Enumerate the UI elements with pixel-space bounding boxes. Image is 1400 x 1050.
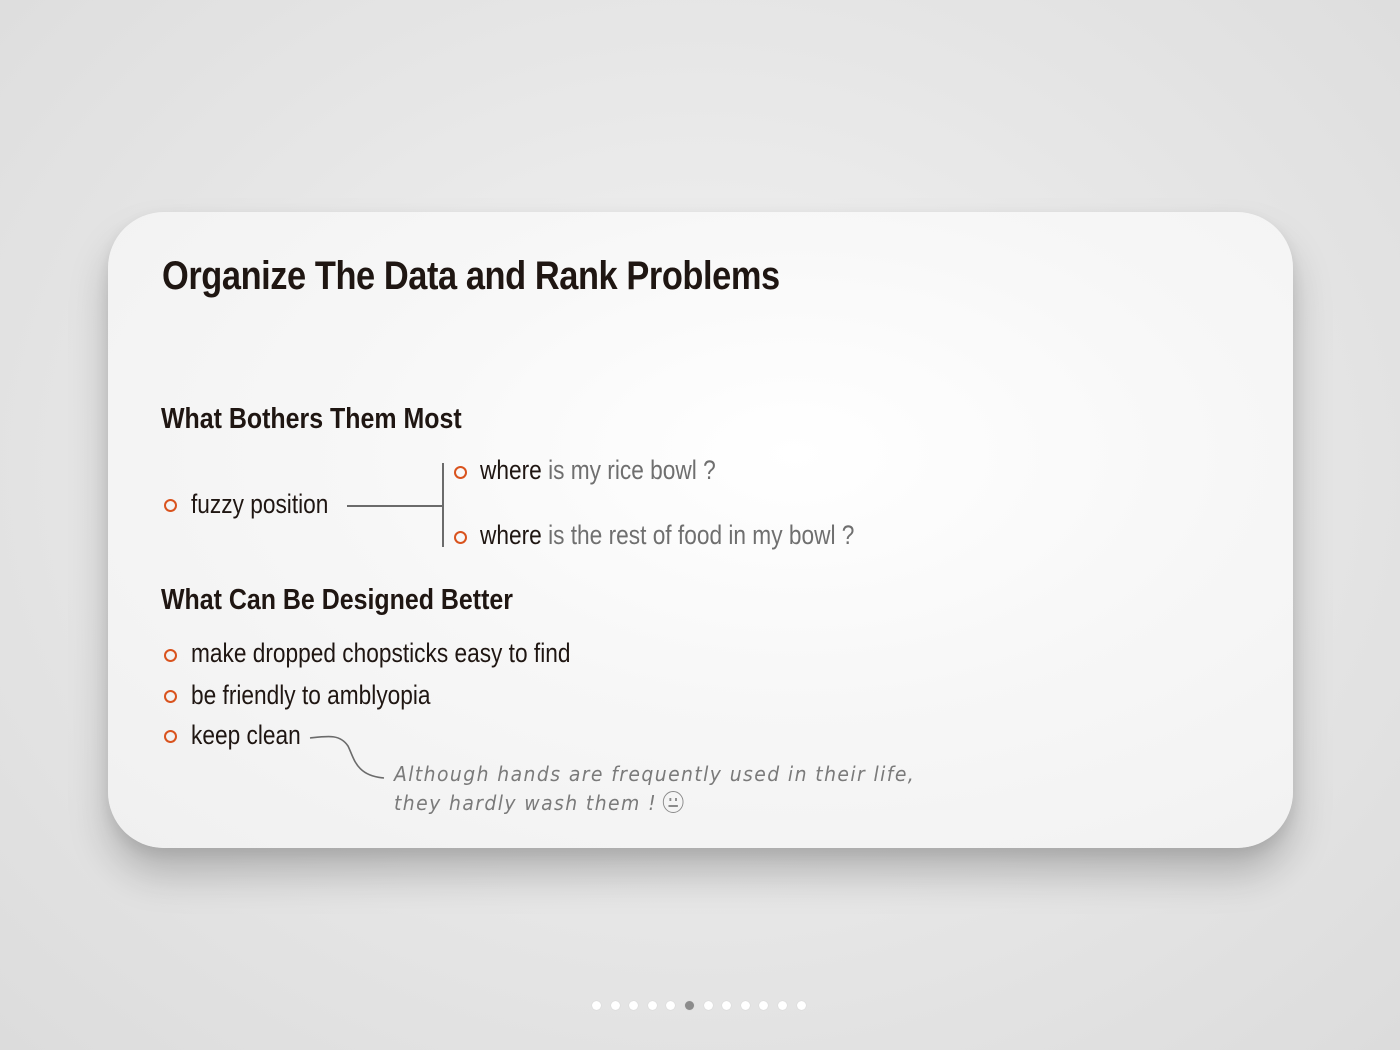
- branch-rest: is my rice bowl ?: [541, 455, 716, 485]
- pagination-dot[interactable]: [648, 1001, 657, 1010]
- branch-item-rest-of-food: [480, 519, 854, 551]
- branch-item-rice-bowl: [480, 454, 716, 486]
- branch-lead: where: [480, 455, 542, 485]
- bullet-icon: [164, 730, 177, 743]
- bullet-icon: [164, 499, 177, 512]
- annotation-connector-icon: [308, 730, 388, 786]
- bullet-icon: [164, 690, 177, 703]
- neutral-face-icon: [663, 791, 684, 813]
- pagination-dot[interactable]: [778, 1001, 787, 1010]
- handwritten-note: [394, 760, 915, 818]
- pagination-dot[interactable]: [629, 1001, 638, 1010]
- pagination-dot[interactable]: [741, 1001, 750, 1010]
- list-item: keep clean: [191, 720, 301, 750]
- note-line-1: Although hands are frequently used in their life,: [394, 762, 916, 786]
- bullet-icon: [454, 531, 467, 544]
- pagination-dots: [592, 1001, 806, 1010]
- root-item-fuzzy-position: fuzzy position: [191, 489, 329, 519]
- list-item: be friendly to amblyopia: [191, 680, 431, 710]
- pagination-dot[interactable]: [797, 1001, 806, 1010]
- section-heading-designed-better: What Can Be Designed Better: [161, 584, 513, 616]
- pagination-dot[interactable]: [704, 1001, 713, 1010]
- branch-lead: where: [480, 520, 542, 550]
- slide-card: [108, 212, 1293, 848]
- pagination-dot[interactable]: [759, 1001, 768, 1010]
- branch-rest: is the rest of food in my bowl ?: [541, 520, 855, 550]
- section-heading-bothers: What Bothers Them Most: [161, 403, 462, 435]
- pagination-dot[interactable]: [685, 1001, 694, 1010]
- bullet-icon: [454, 466, 467, 479]
- bullet-icon: [164, 649, 177, 662]
- pagination-dot[interactable]: [592, 1001, 601, 1010]
- list-item: make dropped chopsticks easy to find: [191, 638, 571, 668]
- pagination-dot[interactable]: [722, 1001, 731, 1010]
- bracket-line: [442, 463, 444, 547]
- connector-line: [347, 505, 442, 507]
- slide-title: Organize The Data and Rank Problems: [162, 254, 780, 298]
- pagination-dot[interactable]: [611, 1001, 620, 1010]
- pagination-dot[interactable]: [666, 1001, 675, 1010]
- note-line-2: they hardly wash them !: [394, 789, 915, 818]
